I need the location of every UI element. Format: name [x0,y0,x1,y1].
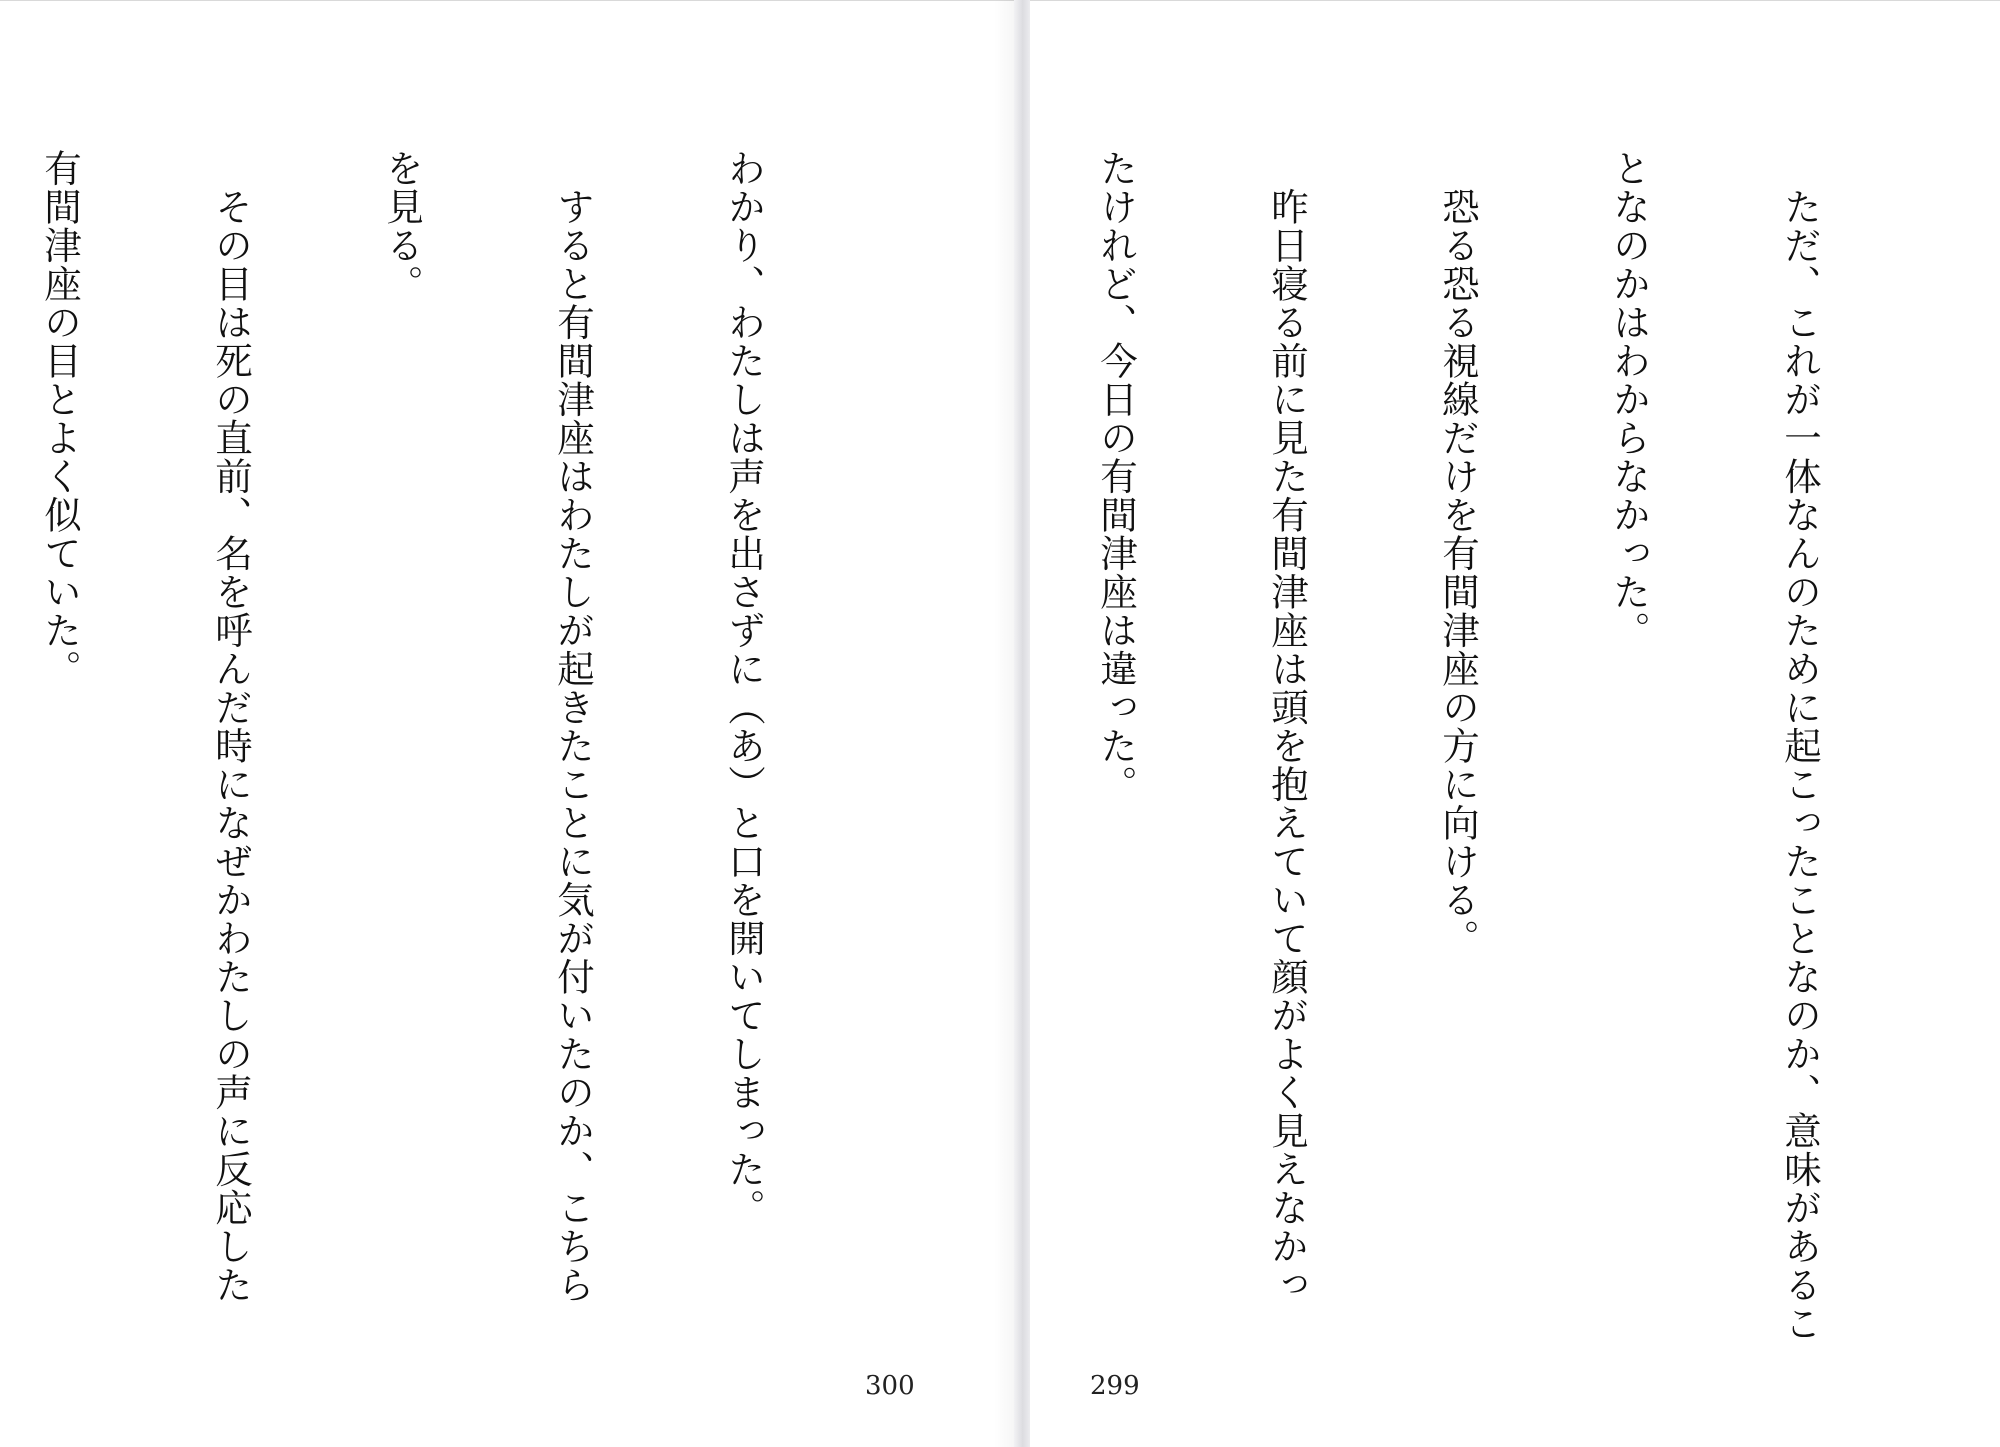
text-line: を見る。 [380,149,424,303]
right-page[interactable] [1030,0,2000,1447]
page-number: 300 [865,1371,915,1401]
left-page-text [0,149,886,1319]
text-line: 恐る恐る視線だけを有間津座の方に向ける。 [1436,149,1480,958]
text-line: 有間津座の目とよく似ていた。 [38,149,82,688]
text-line: その目は死の直前、名を呼んだ時になぜかわたしの声に反応した [209,149,253,1304]
text-line: わかり、わたしは声を出さずに（あ）と口を開いてしまった。 [722,149,766,1227]
text-line: すると有間津座はわたしが起きたことに気が付いたのか、こちら [551,149,595,1304]
page-number: 299 [1090,1371,1140,1401]
text-line: ただ、これが一体なんのために起こったことなのか、意味があるこ [1778,149,1822,1343]
text-line: となのかはわからなかった。 [1607,149,1651,650]
gutter-shadow [994,0,1014,1447]
right-page-text [1030,149,1942,1343]
text-line: 昨日寝る前に見た有間津座は頭を抱えていて顔がよく見えなかっ [1265,149,1309,1304]
book-gutter [1014,0,1030,1447]
text-line: たけれど、今日の有間津座は違った。 [1094,149,1138,804]
